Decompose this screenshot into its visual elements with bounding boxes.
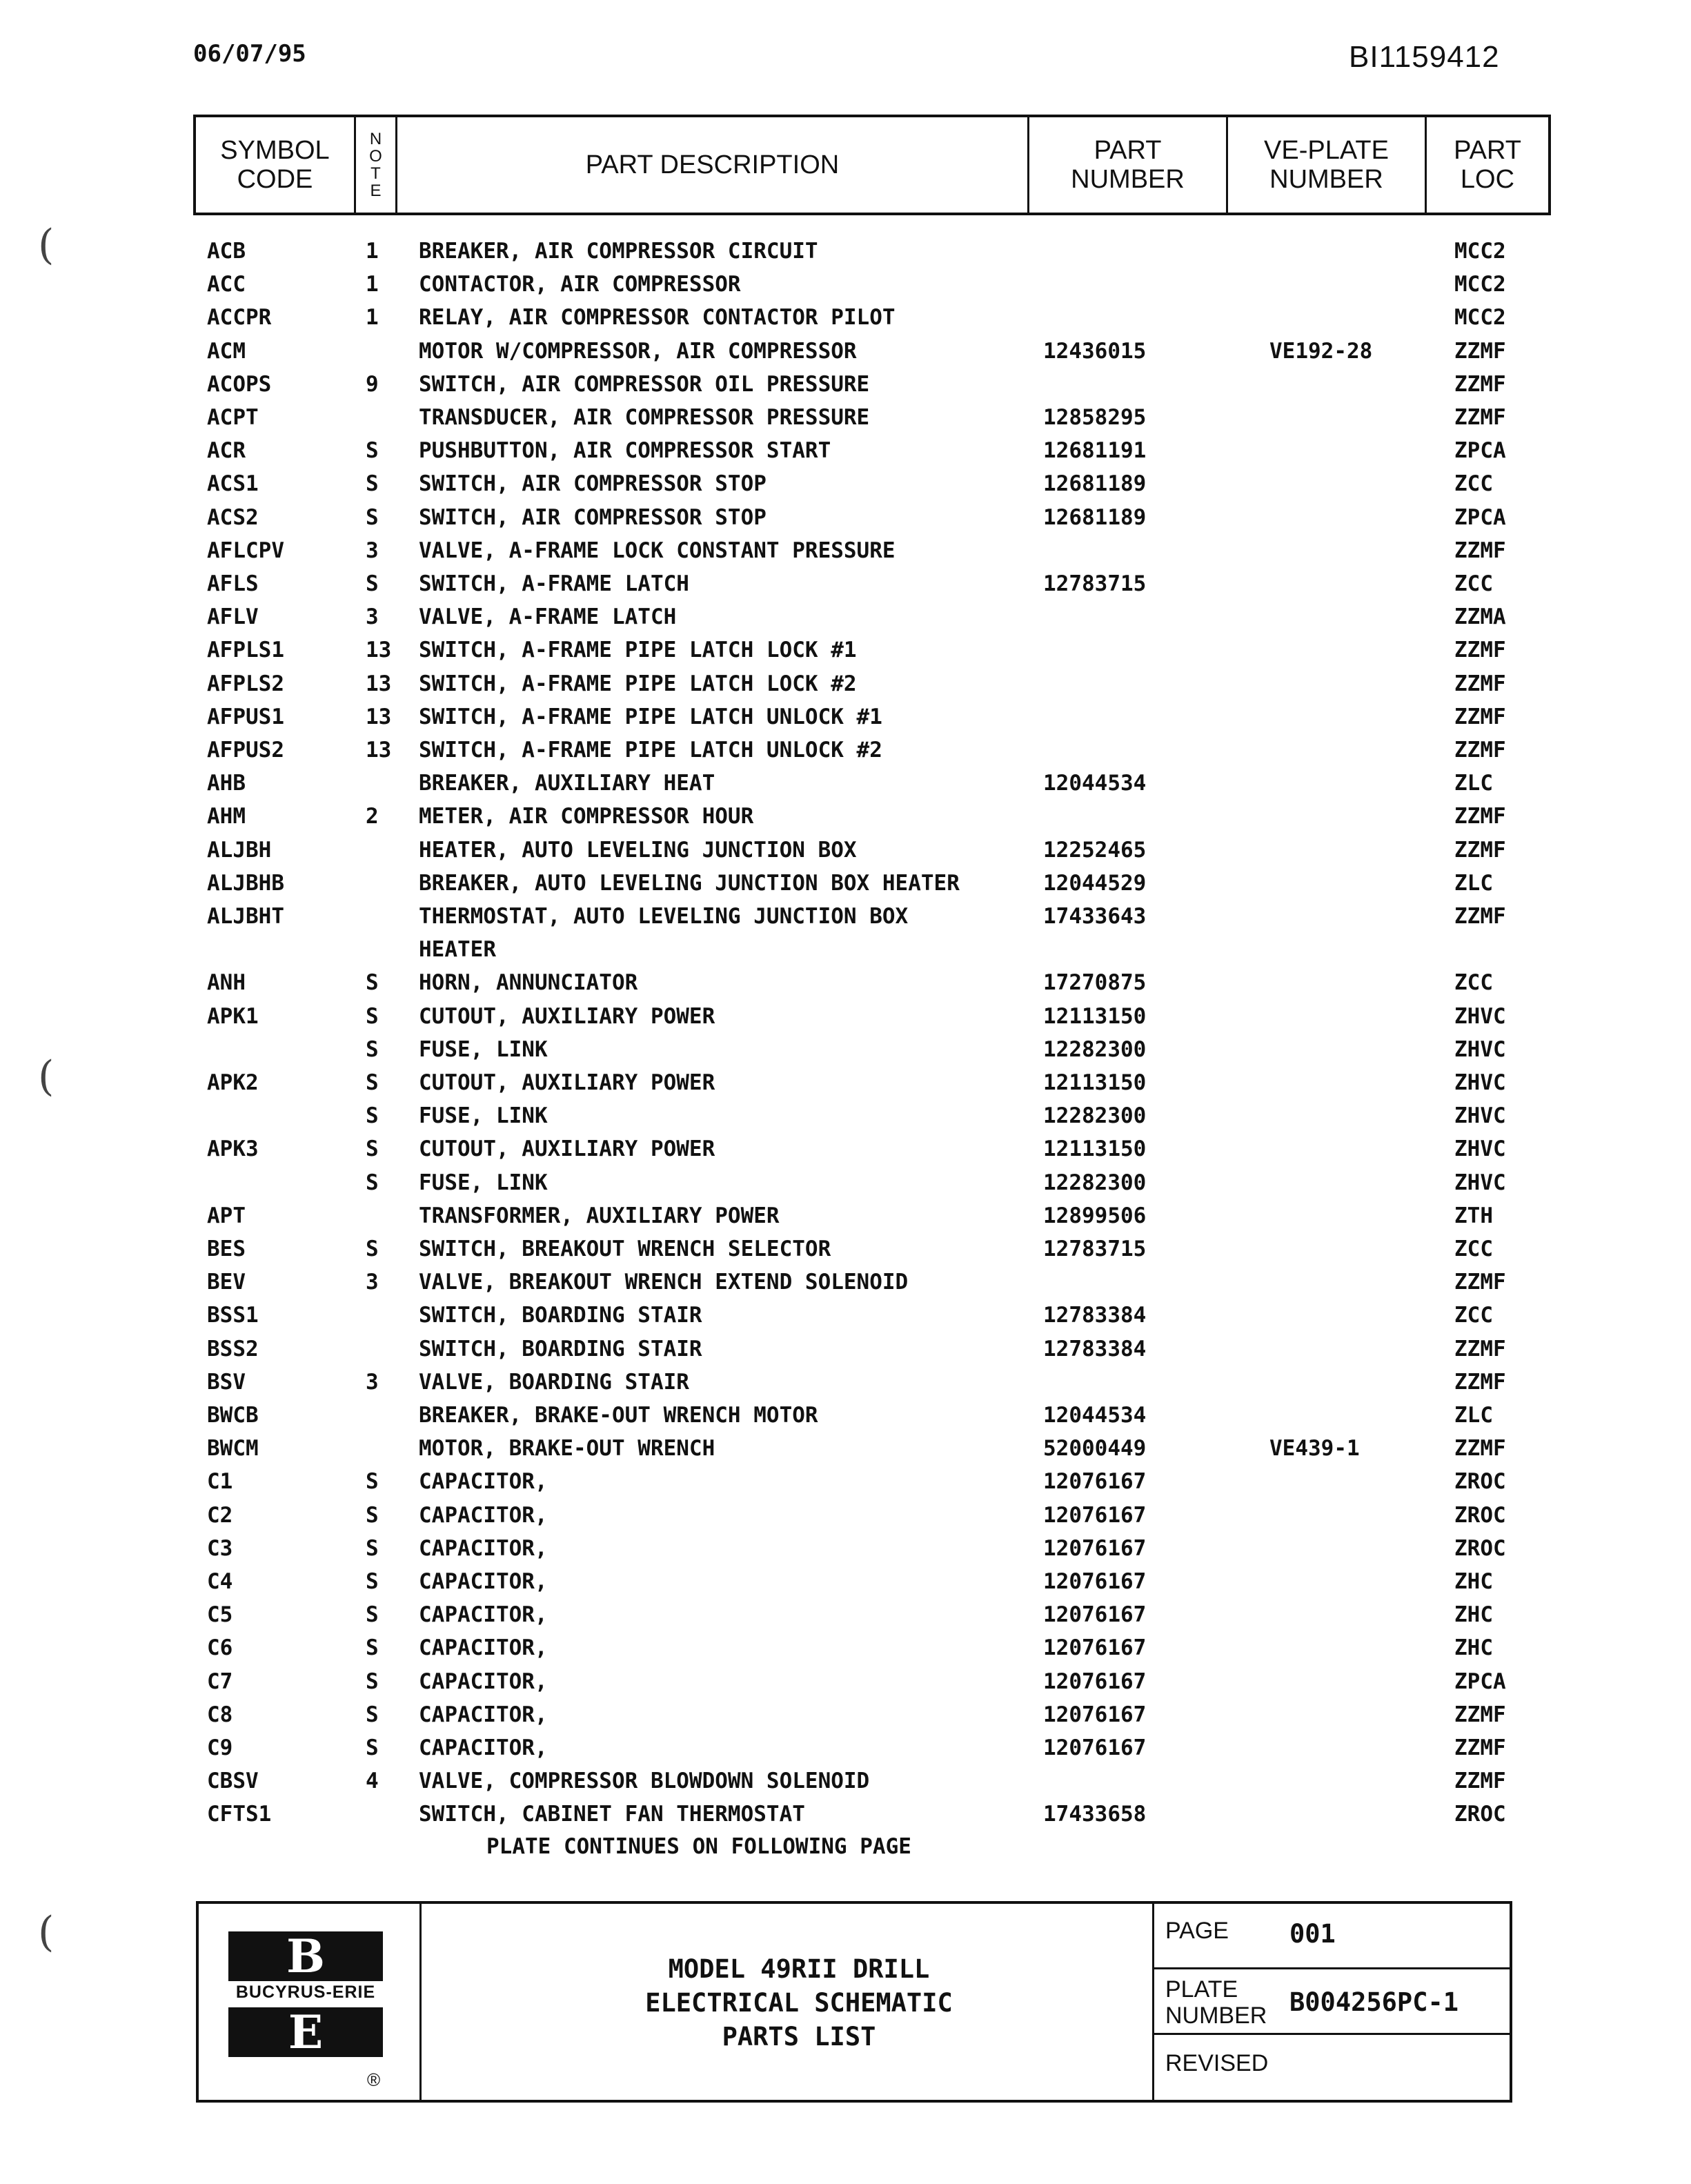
document-id: BI1159412 — [1349, 40, 1500, 74]
part-description-cell: SWITCH, BOARDING STAIR — [419, 1337, 702, 1361]
part-description-cell: HEATER, AUTO LEVELING JUNCTION BOX — [419, 838, 857, 863]
part-loc-cell: ZHC — [1454, 1635, 1493, 1660]
note-cell: S — [366, 438, 379, 463]
column-header-note: N O T E — [356, 117, 397, 213]
part-description-cell: CONTACTOR, AIR COMPRESSOR — [419, 272, 741, 297]
part-description-cell: FUSE, LINK — [419, 1103, 548, 1128]
part-loc-cell: ZZMF — [1454, 671, 1506, 696]
symbol-code-cell: ACM — [207, 339, 246, 364]
part-description-cell: METER, AIR COMPRESSOR HOUR — [419, 804, 754, 829]
part-loc-cell: ZHC — [1454, 1569, 1493, 1594]
part-number-cell: 12044529 — [1043, 871, 1147, 896]
part-description-cell: FUSE, LINK — [419, 1037, 548, 1062]
symbol-code-cell: ACOPS — [207, 372, 272, 397]
part-loc-cell: ZZMF — [1454, 405, 1506, 430]
part-loc-cell: ZZMA — [1454, 604, 1506, 629]
part-number-cell: 12076167 — [1043, 1503, 1147, 1528]
part-number-cell: 12076167 — [1043, 1635, 1147, 1660]
part-loc-cell: ZHVC — [1454, 1137, 1506, 1161]
bucyrus-erie-logo — [199, 1904, 422, 2100]
part-description-cell: SWITCH, AIR COMPRESSOR STOP — [419, 471, 767, 496]
note-cell: S — [366, 1237, 379, 1261]
part-number-cell: 12783384 — [1043, 1303, 1147, 1328]
part-description-cell: SWITCH, A-FRAME PIPE LATCH LOCK #1 — [419, 638, 857, 662]
symbol-code-cell: BSS1 — [207, 1303, 259, 1328]
part-description-cell: MOTOR, BRAKE-OUT WRENCH — [419, 1436, 715, 1461]
part-number-cell: 12858295 — [1043, 405, 1147, 430]
part-loc-cell: ZZMF — [1454, 738, 1506, 763]
part-loc-cell: MCC2 — [1454, 239, 1506, 264]
note-cell: S — [366, 1137, 379, 1161]
part-description-cell: SWITCH, BREAKOUT WRENCH SELECTOR — [419, 1237, 831, 1261]
plate-number-label: PLATE NUMBER — [1165, 1976, 1267, 2029]
note-cell: 1 — [366, 305, 379, 330]
registered-mark: ® — [367, 2069, 381, 2090]
note-cell: S — [366, 1602, 379, 1627]
title-block — [196, 1901, 1512, 2103]
part-loc-cell: ZZMF — [1454, 705, 1506, 729]
part-description-cell: VALVE, A-FRAME LATCH — [419, 604, 677, 629]
note-cell: S — [366, 1070, 379, 1095]
part-number-cell: 12282300 — [1043, 1103, 1147, 1128]
column-header-part-loc: PART LOC — [1454, 136, 1521, 194]
part-number-cell: 12113150 — [1043, 1137, 1147, 1161]
part-loc-cell: ZPCA — [1454, 438, 1506, 463]
symbol-code-cell: C2 — [207, 1503, 233, 1528]
part-description-cell: HORN, ANNUNCIATOR — [419, 970, 638, 995]
part-loc-cell: ZCC — [1454, 471, 1493, 496]
part-number-cell: 52000449 — [1043, 1436, 1147, 1461]
part-number-cell: 17433658 — [1043, 1802, 1147, 1827]
symbol-code-cell: ACPT — [207, 405, 259, 430]
column-header-symbol-code: SYMBOL CODE — [196, 117, 356, 213]
print-date: 06/07/95 — [193, 40, 306, 68]
ve-plate-number-cell: VE439-1 — [1269, 1436, 1360, 1461]
note-cell: S — [366, 1735, 379, 1760]
symbol-code-cell: AFPLS1 — [207, 638, 284, 662]
part-description-cell: CAPACITOR, — [419, 1569, 548, 1594]
part-number-cell: 12783715 — [1043, 571, 1147, 596]
symbol-code-cell: C3 — [207, 1536, 233, 1561]
note-cell: 3 — [366, 604, 379, 629]
page-value: 001 — [1289, 1919, 1336, 1949]
part-description-cell: TRANSFORMER, AUXILIARY POWER — [419, 1203, 780, 1228]
part-loc-cell: ZHC — [1454, 1602, 1493, 1627]
symbol-code-cell: APT — [207, 1203, 246, 1228]
part-description-cell: SWITCH, A-FRAME PIPE LATCH UNLOCK #2 — [419, 738, 882, 763]
symbol-code-cell: AFPLS2 — [207, 671, 284, 696]
symbol-code-cell: AHM — [207, 804, 246, 829]
symbol-code-cell: APK3 — [207, 1137, 259, 1161]
title-block-info — [1152, 1904, 1512, 2100]
part-description-cell: CAPACITOR, — [419, 1503, 548, 1528]
part-number-cell: 12282300 — [1043, 1037, 1147, 1062]
part-description-cell: SWITCH, A-FRAME LATCH — [419, 571, 689, 596]
note-cell: 3 — [366, 538, 379, 563]
note-cell: S — [366, 1037, 379, 1062]
part-loc-cell: ZZMF — [1454, 804, 1506, 829]
binder-hole-mark: ( — [38, 221, 55, 269]
part-loc-cell: ZHVC — [1454, 1070, 1506, 1095]
part-loc-cell: ZPCA — [1454, 1669, 1506, 1694]
symbol-code-cell: ACS1 — [207, 471, 259, 496]
part-description-cell: SWITCH, A-FRAME PIPE LATCH LOCK #2 — [419, 671, 857, 696]
title-line: MODEL 49RII DRILL — [668, 1954, 930, 1984]
part-loc-cell: ZZMF — [1454, 638, 1506, 662]
note-cell: 1 — [366, 239, 379, 264]
part-description-cell: CAPACITOR, — [419, 1635, 548, 1660]
part-description-cell: RELAY, AIR COMPRESSOR CONTACTOR PILOT — [419, 305, 896, 330]
part-description-cell: HEATER — [419, 937, 496, 962]
part-loc-cell: ZZMF — [1454, 372, 1506, 397]
column-header-ve-plate-number: VE-PLATE NUMBER — [1228, 117, 1427, 213]
part-number-cell: 12783384 — [1043, 1337, 1147, 1361]
note-cell: S — [366, 571, 379, 596]
part-loc-cell: ZROC — [1454, 1802, 1506, 1827]
note-cell: S — [366, 1635, 379, 1660]
note-cell: 3 — [366, 1270, 379, 1295]
part-description-cell: SWITCH, A-FRAME PIPE LATCH UNLOCK #1 — [419, 705, 882, 729]
part-loc-cell: ZZMF — [1454, 838, 1506, 863]
part-number-cell: 12044534 — [1043, 771, 1147, 796]
note-cell: S — [366, 1004, 379, 1029]
part-description-cell: BREAKER, AIR COMPRESSOR CIRCUIT — [419, 239, 818, 264]
part-description-cell: VALVE, BOARDING STAIR — [419, 1370, 689, 1395]
title-line: ELECTRICAL SCHEMATIC — [645, 1988, 953, 2018]
note-cell: S — [366, 1569, 379, 1594]
symbol-code-cell: BES — [207, 1237, 246, 1261]
part-number-cell: 12436015 — [1043, 339, 1147, 364]
document-title — [419, 1952, 1178, 2054]
part-loc-cell: ZZMF — [1454, 904, 1506, 929]
symbol-code-cell: BSV — [207, 1370, 246, 1395]
part-number-cell: 12282300 — [1043, 1170, 1147, 1195]
part-number-cell: 12681189 — [1043, 471, 1147, 496]
symbol-code-cell: ACR — [207, 438, 246, 463]
note-cell: 13 — [366, 738, 392, 763]
column-header-part-description: PART DESCRIPTION — [397, 117, 1029, 213]
part-loc-cell: ZTH — [1454, 1203, 1493, 1228]
part-description-cell: CUTOUT, AUXILIARY POWER — [419, 1070, 715, 1095]
note-cell: S — [366, 1702, 379, 1727]
part-description-cell: CAPACITOR, — [419, 1702, 548, 1727]
note-cell: S — [366, 471, 379, 496]
part-description-cell: BREAKER, AUXILIARY HEAT — [419, 771, 715, 796]
part-number-cell: 12252465 — [1043, 838, 1147, 863]
note-cell: 4 — [366, 1769, 379, 1793]
note-cell: S — [366, 970, 379, 995]
part-description-cell: SWITCH, CABINET FAN THERMOSTAT — [419, 1802, 805, 1827]
symbol-code-cell: AFLV — [207, 604, 259, 629]
part-description-cell: PUSHBUTTON, AIR COMPRESSOR START — [419, 438, 831, 463]
note-cell: 13 — [366, 638, 392, 662]
part-description-cell: CUTOUT, AUXILIARY POWER — [419, 1004, 715, 1029]
part-number-cell: 12076167 — [1043, 1602, 1147, 1627]
logo-company-name: BUCYRUS-ERIE — [235, 1983, 376, 2002]
logo-letter-b: B — [228, 1931, 383, 1981]
part-loc-cell: ZZMF — [1454, 1735, 1506, 1760]
symbol-code-cell: ACC — [207, 272, 246, 297]
note-cell: 2 — [366, 804, 379, 829]
plate-number-value: B004256PC-1 — [1289, 1987, 1459, 2017]
column-header-part-number: PART NUMBER — [1029, 117, 1228, 213]
part-loc-cell: ZHVC — [1454, 1170, 1506, 1195]
part-loc-cell: ZZMF — [1454, 1370, 1506, 1395]
part-loc-cell: ZHVC — [1454, 1037, 1506, 1062]
part-loc-cell: ZZMF — [1454, 1337, 1506, 1361]
part-description-cell: FUSE, LINK — [419, 1170, 548, 1195]
part-number-cell: 12076167 — [1043, 1702, 1147, 1727]
note-cell: S — [366, 1503, 379, 1528]
part-loc-cell: ZCC — [1454, 1237, 1493, 1261]
note-cell: 13 — [366, 705, 392, 729]
symbol-code-cell: C8 — [207, 1702, 233, 1727]
symbol-code-cell: C7 — [207, 1669, 233, 1694]
symbol-code-cell: C9 — [207, 1735, 233, 1760]
note-cell: S — [366, 505, 379, 530]
part-number-cell: 12681189 — [1043, 505, 1147, 530]
part-description-cell: CAPACITOR, — [419, 1735, 548, 1760]
part-description-cell: THERMOSTAT, AUTO LEVELING JUNCTION BOX — [419, 904, 909, 929]
revised-field — [1154, 2035, 1512, 2100]
part-loc-cell: ZZMF — [1454, 1270, 1506, 1295]
part-number-cell: 12113150 — [1043, 1004, 1147, 1029]
ve-plate-number-cell: VE192-28 — [1269, 339, 1373, 364]
part-description-cell: CAPACITOR, — [419, 1536, 548, 1561]
note-cell: S — [366, 1170, 379, 1195]
part-loc-cell: ZROC — [1454, 1469, 1506, 1494]
table-header — [193, 115, 1551, 215]
note-cell: S — [366, 1469, 379, 1494]
part-loc-cell: ZCC — [1454, 1303, 1493, 1328]
part-number-cell: 12076167 — [1043, 1536, 1147, 1561]
symbol-code-cell: APK2 — [207, 1070, 259, 1095]
part-description-cell: VALVE, COMPRESSOR BLOWDOWN SOLENOID — [419, 1769, 870, 1793]
part-description-cell: SWITCH, AIR COMPRESSOR OIL PRESSURE — [419, 372, 870, 397]
part-number-cell: 12113150 — [1043, 1070, 1147, 1095]
symbol-code-cell: CBSV — [207, 1769, 259, 1793]
part-loc-cell: MCC2 — [1454, 305, 1506, 330]
part-description-cell: CAPACITOR, — [419, 1469, 548, 1494]
symbol-code-cell: C5 — [207, 1602, 233, 1627]
symbol-code-cell: APK1 — [207, 1004, 259, 1029]
part-loc-cell: ZLC — [1454, 771, 1493, 796]
symbol-code-cell: ALJBHB — [207, 871, 284, 896]
symbol-code-cell: CFTS1 — [207, 1802, 272, 1827]
part-description-cell: TRANSDUCER, AIR COMPRESSOR PRESSURE — [419, 405, 870, 430]
part-loc-cell: ZHVC — [1454, 1103, 1506, 1128]
plate-number-field — [1154, 1969, 1512, 2035]
binder-hole-mark: ( — [38, 1908, 55, 1956]
part-number-cell: 12681191 — [1043, 438, 1147, 463]
part-loc-cell: ZZMF — [1454, 1436, 1506, 1461]
note-cell: 3 — [366, 1370, 379, 1395]
part-loc-cell: ZZMF — [1454, 339, 1506, 364]
part-loc-cell: ZLC — [1454, 871, 1493, 896]
symbol-code-cell: AFPUS1 — [207, 705, 284, 729]
part-loc-cell: ZROC — [1454, 1536, 1506, 1561]
part-loc-cell: ZHVC — [1454, 1004, 1506, 1029]
symbol-code-cell: AFPUS2 — [207, 738, 284, 763]
symbol-code-cell: C6 — [207, 1635, 233, 1660]
symbol-code-cell: AFLS — [207, 571, 259, 596]
note-cell: 9 — [366, 372, 379, 397]
symbol-code-cell: C4 — [207, 1569, 233, 1594]
part-number-cell: 17270875 — [1043, 970, 1147, 995]
part-loc-cell: ZZMF — [1454, 1769, 1506, 1793]
part-number-cell: 17433643 — [1043, 904, 1147, 929]
part-description-cell: CAPACITOR, — [419, 1602, 548, 1627]
revised-label: REVISED — [1165, 2050, 1269, 2076]
part-number-cell: 12076167 — [1043, 1669, 1147, 1694]
symbol-code-cell: BWCB — [207, 1403, 259, 1428]
part-loc-cell: ZCC — [1454, 970, 1493, 995]
symbol-code-cell: ACB — [207, 239, 246, 264]
part-loc-cell: ZZMF — [1454, 538, 1506, 563]
symbol-code-cell: BWCM — [207, 1436, 259, 1461]
logo-letter-e: E — [228, 2007, 383, 2057]
part-number-cell: 12783715 — [1043, 1237, 1147, 1261]
note-cell: S — [366, 1103, 379, 1128]
page-field — [1154, 1904, 1512, 1969]
part-description-cell: VALVE, BREAKOUT WRENCH EXTEND SOLENOID — [419, 1270, 909, 1295]
symbol-code-cell: ANH — [207, 970, 246, 995]
binder-hole-mark: ( — [38, 1052, 55, 1101]
note-cell: 1 — [366, 272, 379, 297]
symbol-code-cell: C1 — [207, 1469, 233, 1494]
part-number-cell: 12899506 — [1043, 1203, 1147, 1228]
part-number-cell: 12044534 — [1043, 1403, 1147, 1428]
part-description-cell: MOTOR W/COMPRESSOR, AIR COMPRESSOR — [419, 339, 857, 364]
part-loc-cell: ZROC — [1454, 1503, 1506, 1528]
symbol-code-cell: AHB — [207, 771, 246, 796]
symbol-code-cell: BEV — [207, 1270, 246, 1295]
symbol-code-cell: BSS2 — [207, 1337, 259, 1361]
part-number-cell: 12076167 — [1043, 1735, 1147, 1760]
part-description-cell: SWITCH, AIR COMPRESSOR STOP — [419, 505, 767, 530]
part-loc-cell: ZLC — [1454, 1403, 1493, 1428]
part-description-cell: CAPACITOR, — [419, 1669, 548, 1694]
part-description-cell: BREAKER, BRAKE-OUT WRENCH MOTOR — [419, 1403, 818, 1428]
part-description-cell: SWITCH, BOARDING STAIR — [419, 1303, 702, 1328]
continuation-note: PLATE CONTINUES ON FOLLOWING PAGE — [486, 1834, 911, 1859]
part-loc-cell: ZZMF — [1454, 1702, 1506, 1727]
part-description-cell: VALVE, A-FRAME LOCK CONSTANT PRESSURE — [419, 538, 896, 563]
symbol-code-cell: ACS2 — [207, 505, 259, 530]
note-cell: S — [366, 1536, 379, 1561]
note-cell: S — [366, 1669, 379, 1694]
symbol-code-cell: AFLCPV — [207, 538, 284, 563]
note-cell: 13 — [366, 671, 392, 696]
title-line: PARTS LIST — [722, 2022, 876, 2052]
part-loc-cell: ZPCA — [1454, 505, 1506, 530]
part-number-cell: 12076167 — [1043, 1469, 1147, 1494]
part-loc-cell: ZCC — [1454, 571, 1493, 596]
part-description-cell: CUTOUT, AUXILIARY POWER — [419, 1137, 715, 1161]
symbol-code-cell: ALJBHT — [207, 904, 284, 929]
part-number-cell: 12076167 — [1043, 1569, 1147, 1594]
page-label: PAGE — [1165, 1918, 1229, 1944]
symbol-code-cell: ALJBH — [207, 838, 272, 863]
part-loc-cell: MCC2 — [1454, 272, 1506, 297]
symbol-code-cell: ACCPR — [207, 305, 272, 330]
part-description-cell: BREAKER, AUTO LEVELING JUNCTION BOX HEATER — [419, 871, 960, 896]
